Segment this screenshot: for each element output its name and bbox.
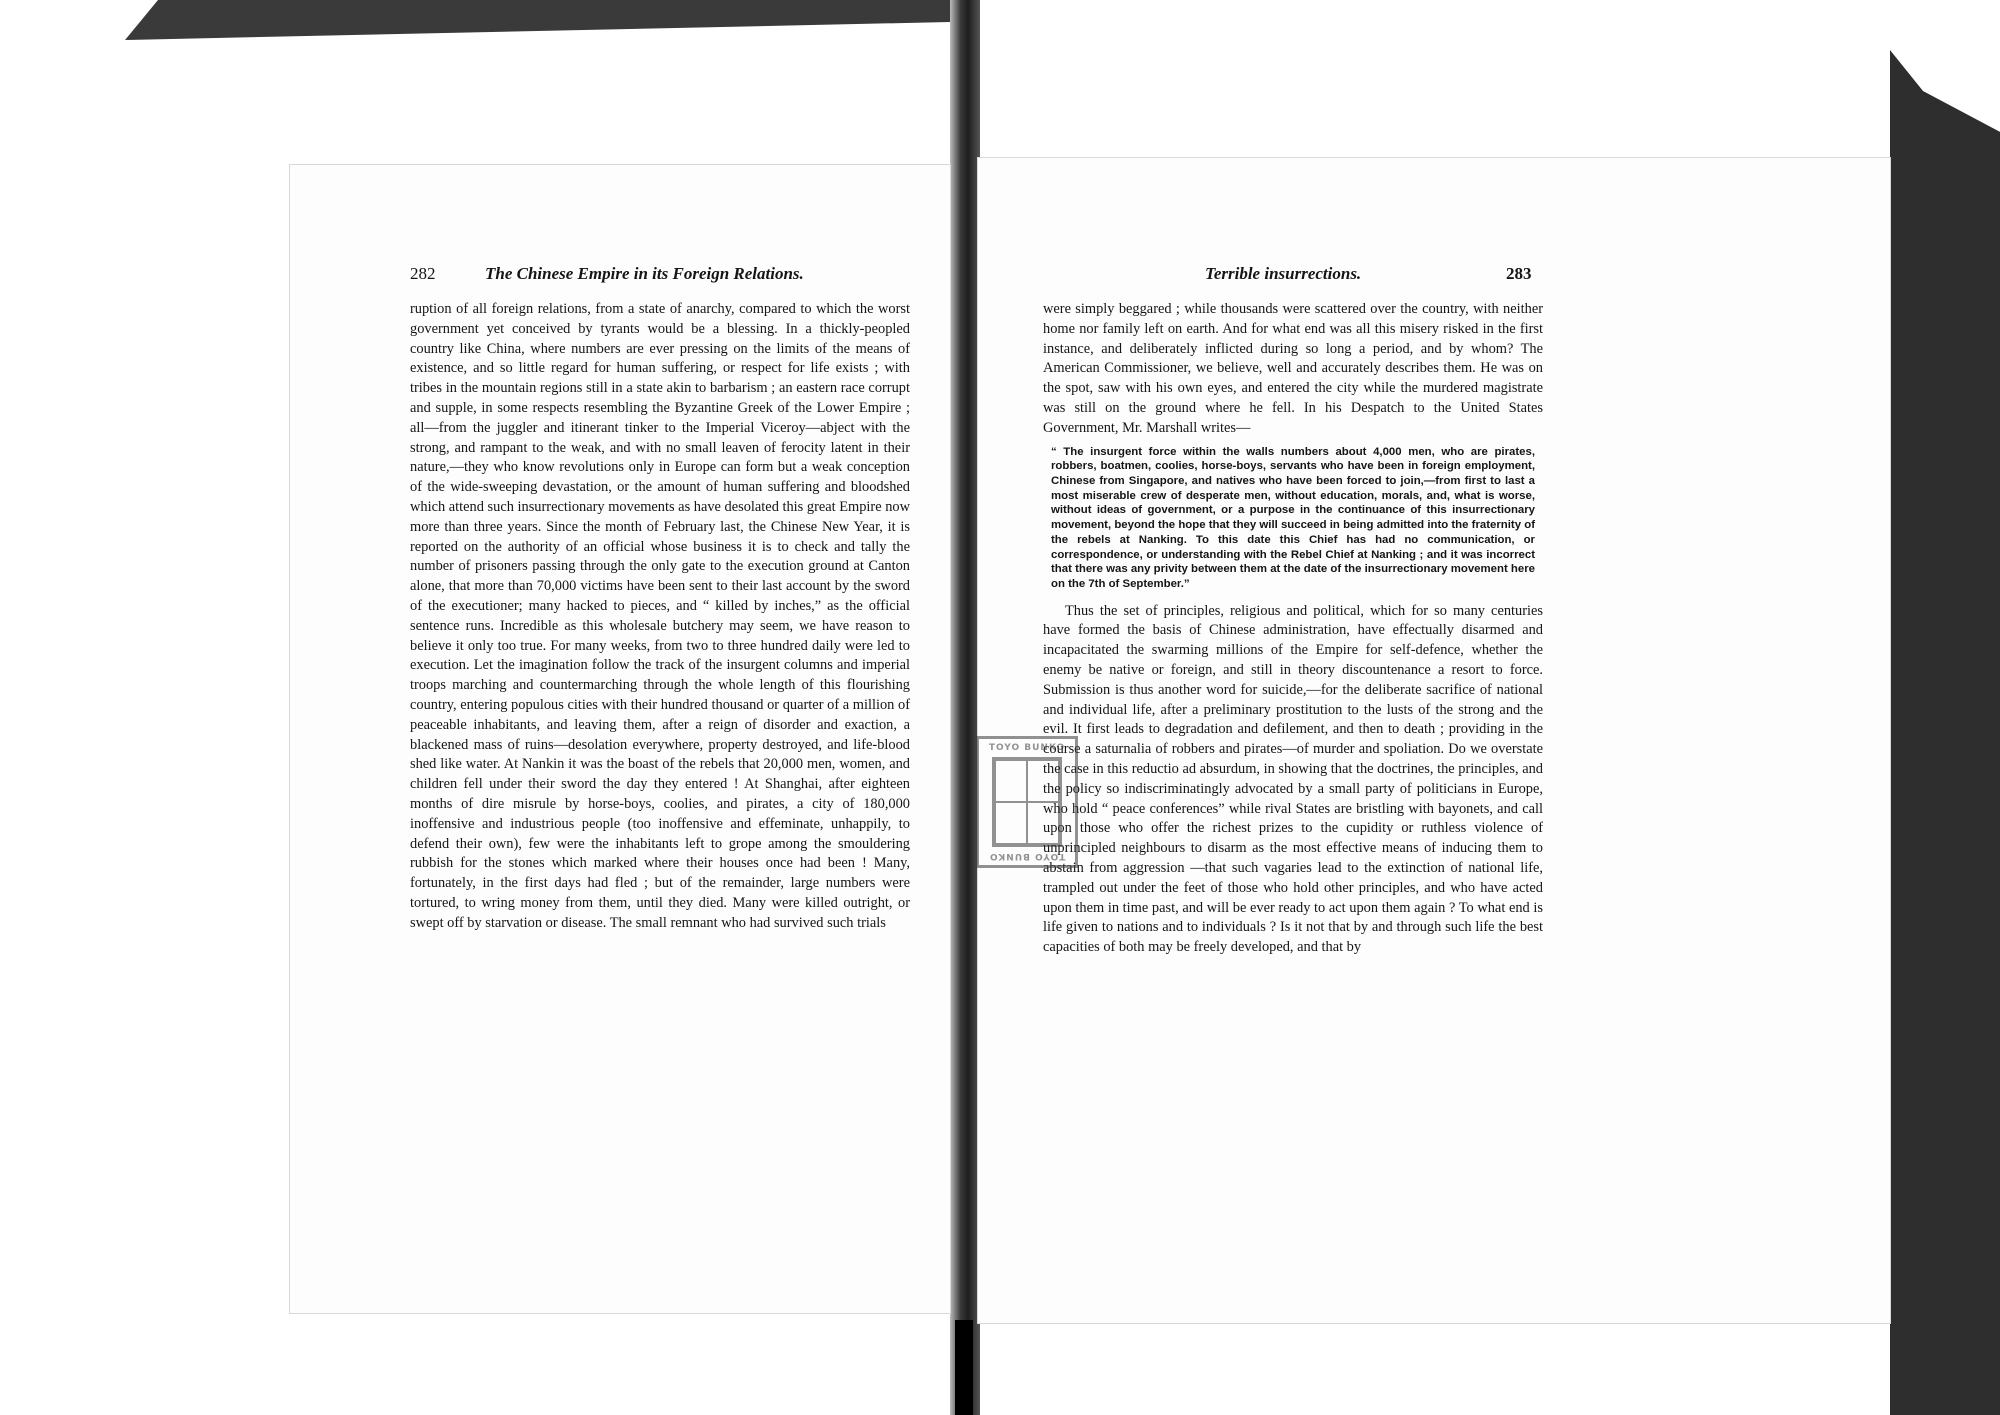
- left-page-number: 282: [410, 264, 436, 283]
- library-stamp: [976, 736, 1078, 868]
- scan-shadow-right: [1890, 50, 2000, 1415]
- left-paragraph-1: ruption of all foreign relations, from a state of anarchy, compared to which the worst government yet conceived by tyrants would be a blessing. In a thickly-peopled country like China, where numbers are ever pressing on the limits of the means of existence, and so little regard for human suffering, or respect for life exists ; with tribes in the mountain regions still in a state akin to barbarism ; an eastern race corrupt and supple, in some respects resembling the Byzantine Greek of the Lower Empire ; all—from the juggler and itinerant tinker to the Imperial Viceroy—abject with the strong, and rampant to the weak, and with no small leaven of ferocity latent in their nature,—they who know revolutions only in Europe can form but a weak conception of the wide-sweeping devastation, or the amount of human suffering and bloodshed which attend such insurrectionary movements as have desolated this great Empire now more than three years. Since the month of February last, the Chinese New Year, it is reported on the authority of an official whose business it is to check and tally the number of prisoners passing through the only gate to the execution ground at Canton alone, that more than 70,000 victims have been sent to their last account by the sword of the executioner; many hacked to pieces, and “ killed by inches,” as the official sentence runs. Incredible as this wholesale butchery may seem, we have reason to believe it only too true. For many weeks, from two to three hundred daily were led to execution. Let the imagination follow the track of the insurgent columns and imperial troops marching and countermarching through the whole length of this flourishing country, entering populous cities with their hundred thousand or quarter of a million of peaceable inhabitants, and leaving them, after a reign of disorder and exaction, a blackened mass of ruins—desolation everywhere, property destroyed, and life-blood shed like water. At Nankin it was the boast of the rebels that 20,000 men, women, and children fell under their sword the day they entered ! At Shanghai, after eighteen months of dire misrule by horse-boys, coolies, and pirates, a city of 180,000 inoffensive and industrious people (too inoffensive and effeminate, unhappily, to defend their own), few were the inhabitants left to grope among the smouldering rubbish for the stones which marked where their houses once had been ! Many, fortunately, in the first days had fled ; but of the remainder, large numbers were tortured, to wring money from them, until they died. Many were killed outright, or swept off by starvation or disease. The small remnant who had survived such trials: [410, 301, 910, 931]
- left-running-title: The Chinese Empire in its Foreign Relations.: [485, 264, 804, 283]
- marshall-quote: “ The insurgent force within the walls numbers about 4,000 men, who are pirates, robbers, boatmen, coolies, horse-boys, servants who have been in foreign employment, Chinese from Singapore, and natives who have been forced to join,—from first to last a most miserable crew of desperate men, without education, morals, and, what is worse, without ideas of government, or a purpose in the continuance of this insurrectionary movement, beyond the hope that they will succeed in being admitted into the fraternity of the rebels at Nanking. To this date this Chief has had no communication, or correspondence, or understanding with the Rebel Chief at Nanking ; and it was incorrect that there was any privity between them at the date of the insurrectionary movement here on the 7th of September.”: [1051, 445, 1535, 590]
- right-paragraph-2: Thus the set of principles, religious and political, which for so many centuries have formed the basis of Chinese administration, have effectually disarmed and incapacitated the swarming millions of the Empire for self-defence, whether the enemy be native or foreign, and still in theory discountenance a resort to force. Submission is thus another word for suicide,—for the deliberate sacrifice of national and individual life, after a preliminary prostitution to the lusts of the strong and the evil. It first leads to degradation and defilement, and then to death ; providing in the course a saturnalia of robbers and pirates—of murder and spoliation. Do we overstate the case in this reductio ad absurdum, in showing that the doctrines, the principles, and the policy so indiscriminatingly advocated by a small party of politicians in Europe, who hold “ peace conferences” while rival States are bristling with bayonets, and call upon those who offer the richest prizes to the cupidity or ruthless violence of unprincipled neighbours to disarm as the most effective means of inducing them to abstain from aggression —that such vagaries lead to the extinction of national life, trampled out under the feet of those who hold other principles, and who have acted upon them in time past, and will be ever ready to act upon them again ? To what end is life given to nations and to individuals ? Is it not that by and through such life the best capacities of both may be freely developed, and that by: [1043, 602, 1543, 956]
- stamp-lettering-top: TOYO BUNKO: [988, 743, 1066, 753]
- left-page-text: [410, 300, 910, 934]
- right-paragraph-1: were simply beggared ; while thousands were scattered over the country, with neither home nor family left on earth. And for what end was all this misery risked in the first instance, and deliberately inflicted during so long a period, and by whom? The American Commissioner, we believe, well and accurately describes them. He was on the spot, saw with his own eyes, and entered the city while the murdered magistrate was still on the ground where he fell. In his Despatch to the United States Government, Mr. Marshall writes—: [1043, 301, 1543, 436]
- book-gutter: [950, 0, 980, 1415]
- right-running-title: Terrible insurrections.: [1205, 264, 1362, 283]
- stamp-seal-icon: [992, 757, 1062, 847]
- stamp-lettering-bottom: TOYO BUNKO: [988, 851, 1066, 861]
- gutter-shadow: [955, 1320, 973, 1415]
- right-page-number: 283: [1506, 264, 1532, 283]
- scan-shadow-top: [125, 0, 950, 40]
- right-page-text: [1043, 300, 1543, 958]
